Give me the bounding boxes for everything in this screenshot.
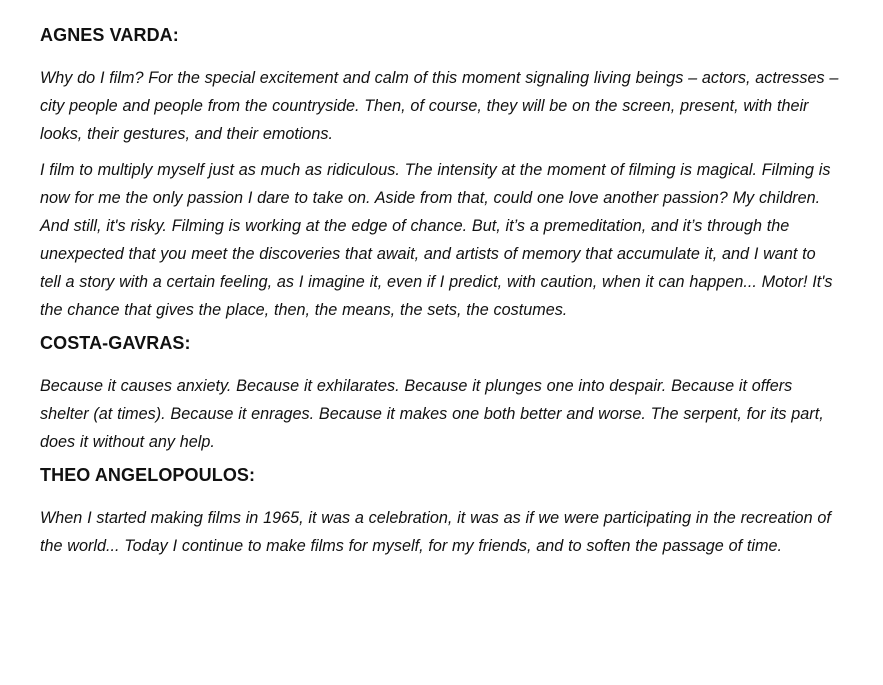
document-body (40, 24, 840, 568)
speaker-heading: THEO ANGELOPOULOS: (40, 465, 256, 485)
quote-paragraph: When I started making films in 1965, it was a celebration, it was as if we were participating in the recreation of the world... Today I continue to make films for myself, for my friends, and to soften the passage of time. (40, 509, 831, 555)
quote-paragraph: Why do I film? For the special excitement and calm of this moment signaling living beings – actors, actresses – city people and people from the countryside. Then, of course, they will be on the screen, present, with their looks, their gestures, and their emotions. (40, 69, 839, 143)
speaker-heading: COSTA-GAVRAS: (40, 333, 191, 353)
section-agnes-varda (40, 24, 840, 324)
quote-paragraph (40, 372, 840, 456)
section-costa-gavras (40, 332, 840, 456)
section-theo-angelopoulos (40, 464, 840, 560)
speaker-heading: AGNES VARDA: (40, 25, 179, 45)
quote-text: Because it causes anxiety. Because it exhilarates. Because it plunges one into despair. Because it offers shelter (at times). Because it enrages. Because it makes one both better and worse. The serpent, for its part, does it without any help. (40, 377, 824, 451)
quote-paragraph: I film to multiply myself just as much as ridiculous. The intensity at the moment of filming is magical. Filming is now for me the only passion I dare to take on. Aside from that, could one love another passion? My children. And still, it's risky. Filming is working at the edge of chance. But, it’s a premeditation, and it’s through the unexpected that you meet the discoveries that await, and artists of memory that accumulate it, and I want to tell a story with a certain feeling, as I imagine it, even if I predict, with caution, when it can happen... Motor! It's the chance that gives the place, then, the means, the sets, the costumes. (40, 161, 833, 319)
